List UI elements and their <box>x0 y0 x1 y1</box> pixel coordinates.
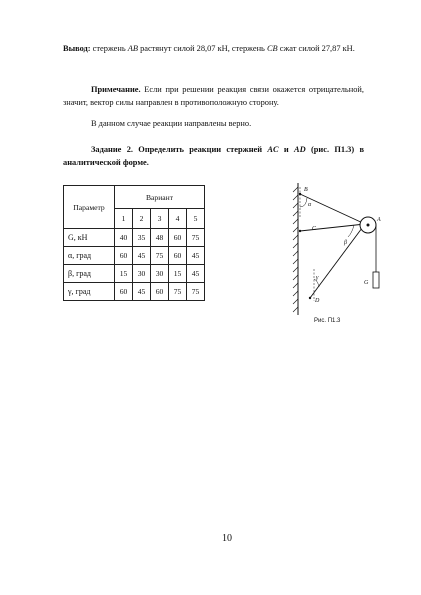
label-alpha: α <box>308 202 312 208</box>
rod-ab-ref: AB <box>127 44 138 53</box>
table-row <box>64 265 205 283</box>
variant-header: Вариант <box>115 186 205 209</box>
table-row <box>64 247 205 265</box>
table-cell: 60 <box>169 229 187 247</box>
table-cell: 45 <box>133 283 151 301</box>
table-row <box>64 283 205 301</box>
conclusion-text-3: сжат силой 27,87 кН. <box>277 44 355 53</box>
table-header-row <box>64 186 205 209</box>
table-cell: 45 <box>133 247 151 265</box>
rod-cb-ref: CB <box>266 44 278 53</box>
task-text-2: и <box>278 145 295 154</box>
joint-b <box>299 193 301 195</box>
table-cell: 60 <box>115 247 133 265</box>
rod-ad <box>310 224 365 298</box>
table-cell: 60 <box>151 283 169 301</box>
table-cell: 48 <box>151 229 169 247</box>
case-note: В данном случае реакции направлены верно. <box>91 119 252 128</box>
conclusion-text-2: растянут силой 28,07 кН, стержень <box>137 44 267 53</box>
param-name: γ, град <box>64 283 115 301</box>
rod-ab <box>300 194 365 224</box>
table-cell: 60 <box>115 283 133 301</box>
page-number: 10 <box>222 533 232 544</box>
figure-caption: Рис. П1.3 <box>314 318 341 324</box>
table-cell: 40 <box>115 229 133 247</box>
conclusion-paragraph <box>63 42 364 55</box>
table-cell: 75 <box>151 247 169 265</box>
table-cell: 75 <box>187 229 205 247</box>
table-row <box>64 229 205 247</box>
variant-number: 2 <box>133 209 151 229</box>
task-heading <box>63 143 364 169</box>
note-label: Примечание. <box>91 85 141 94</box>
task-text-1: Задание 2. Определить реакции стержней <box>91 145 268 154</box>
pulley-axle <box>367 224 370 227</box>
table-cell: 75 <box>187 283 205 301</box>
joint-d <box>309 297 311 299</box>
table-cell: 45 <box>187 265 205 283</box>
variant-number: 4 <box>169 209 187 229</box>
weight-g <box>373 272 379 288</box>
label-c: C <box>312 226 317 232</box>
param-header: Параметр <box>64 186 115 229</box>
label-a: A <box>377 217 381 223</box>
rod-ad-ref: AD <box>294 145 306 154</box>
wall-hatching <box>293 187 298 312</box>
table-cell: 35 <box>133 229 151 247</box>
param-name: G, кН <box>64 229 115 247</box>
note-paragraph <box>63 83 364 109</box>
label-beta: β <box>344 240 347 246</box>
parameters-table <box>63 185 205 301</box>
rod-ac-ref: AC <box>267 145 279 154</box>
angle-alpha-arc <box>300 198 307 207</box>
conclusion-label: Вывод: <box>63 44 91 53</box>
figure-p1-3 <box>286 181 386 317</box>
rod-ac <box>300 224 365 231</box>
task-text-3: (рис. П1.3) в аналитической форме. <box>63 145 364 167</box>
label-d: D <box>315 298 320 304</box>
joint-c <box>299 230 301 232</box>
label-gamma: γ <box>316 275 319 281</box>
variant-number: 3 <box>151 209 169 229</box>
label-g: G <box>364 280 369 286</box>
table-cell: 30 <box>133 265 151 283</box>
table-cell: 30 <box>151 265 169 283</box>
table-cell: 45 <box>187 247 205 265</box>
label-b: B <box>304 187 308 193</box>
table-cell: 15 <box>115 265 133 283</box>
angle-beta-arc <box>348 225 354 237</box>
param-name: β, град <box>64 265 115 283</box>
table-cell: 75 <box>169 283 187 301</box>
note-text: Если при решении реакция связи окажется отрицательной, значит, вектор силы направлен в противоположную сторону. <box>63 85 364 107</box>
param-name: α, град <box>64 247 115 265</box>
variant-number: 1 <box>115 209 133 229</box>
conclusion-text-1: стержень <box>90 44 128 53</box>
table-cell: 15 <box>169 265 187 283</box>
table-cell: 60 <box>169 247 187 265</box>
variant-number: 5 <box>187 209 205 229</box>
